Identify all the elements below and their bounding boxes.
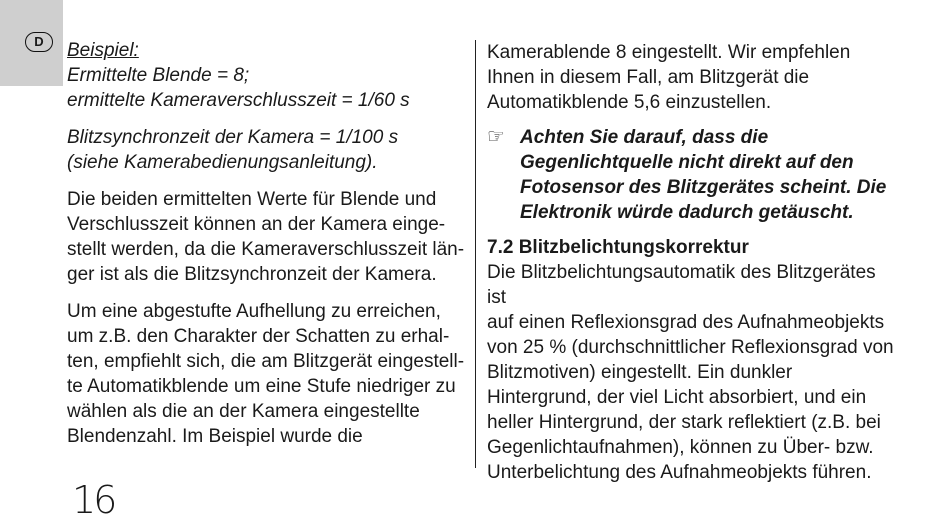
pointing-hand-icon: ☞ [487,126,505,148]
text-line: wählen als die an der Kamera eingestellte [67,401,420,422]
sync-block [67,125,467,175]
text-line: Gegenlichtaufnahmen), können zu Über- bzw. [487,437,874,458]
paragraph-fill-light [67,299,467,449]
text-line: Kamerablende 8 eingestellt. Wir empfehlen [487,42,851,63]
example-heading: Beispiel: [67,40,139,61]
text-line: Blitzmotiven) eingestellt. Ein dunkler [487,362,793,383]
text-line: ten, empfiehlt sich, die am Blitzgerät eingestell- [67,351,465,372]
text-line: Blendenzahl. Im Beispiel wurde die [67,426,363,447]
text-line: Hintergrund, der viel Licht absorbiert, und ein [487,387,867,408]
text-line: auf einen Reflexionsgrad des Aufnahmeobjekts [487,312,885,333]
example-line: ermittelte Kameraverschlusszeit = 1/60 s [67,90,410,111]
column-divider [475,40,476,468]
note-line: Elektronik würde dadurch getäuscht. [520,202,854,223]
example-block [67,63,467,113]
text-line: um z.B. den Charakter der Schatten zu erhal- [67,326,450,347]
sync-line: Blitzsynchronzeit der Kamera = 1/100 s [67,127,399,148]
paragraph-exposure-correction [487,260,897,485]
text-line: te Automatikblende um eine Stufe niedriger zu [67,376,456,397]
note-line: Achten Sie darauf, dass die [520,127,769,148]
note-line: Fotosensor des Blitzgerätes scheint. Die [520,177,887,198]
text-line: Die beiden ermittelten Werte für Blende und [67,189,437,210]
text-line: heller Hintergrund, der stark reflektiert (z.B. bei [487,412,881,433]
paragraph-values [67,187,467,287]
text-line: Ihnen in diesem Fall, am Blitzgerät die [487,67,810,88]
text-line: Unterbelichtung des Aufnahmeobjekts führen. [487,462,872,483]
sync-line: (siehe Kamerabedienungsanleitung). [67,152,378,173]
language-badge: D [25,32,53,52]
text-line: Automatikblende 5,6 einzustellen. [487,92,772,113]
text-line: Die Blitzbelichtungsautomatik des Blitzgerätes ist [487,262,876,308]
example-line: Ermittelte Blende = 8; [67,65,250,86]
left-column [67,38,467,449]
right-column [487,40,897,485]
text-line: stellt werden, da die Kameraverschlusszeit län- [67,239,465,260]
page-number: 16 [72,478,115,522]
text-line: Verschlusszeit können an der Kamera einge- [67,214,446,235]
note-line: Gegenlichtquelle nicht direkt auf den [520,152,854,173]
paragraph-continuation [487,40,897,115]
note-text [520,125,886,225]
language-tab [0,0,63,86]
text-line: ger ist als die Blitzsynchronzeit der Kamera. [67,264,437,285]
note-block [487,125,897,225]
text-line: Um eine abgestufte Aufhellung zu erreichen, [67,301,441,322]
section-heading: 7.2 Blitzbelichtungskorrektur [487,237,749,258]
text-line: von 25 % (durchschnittlicher Reflexionsgrad von [487,337,894,358]
